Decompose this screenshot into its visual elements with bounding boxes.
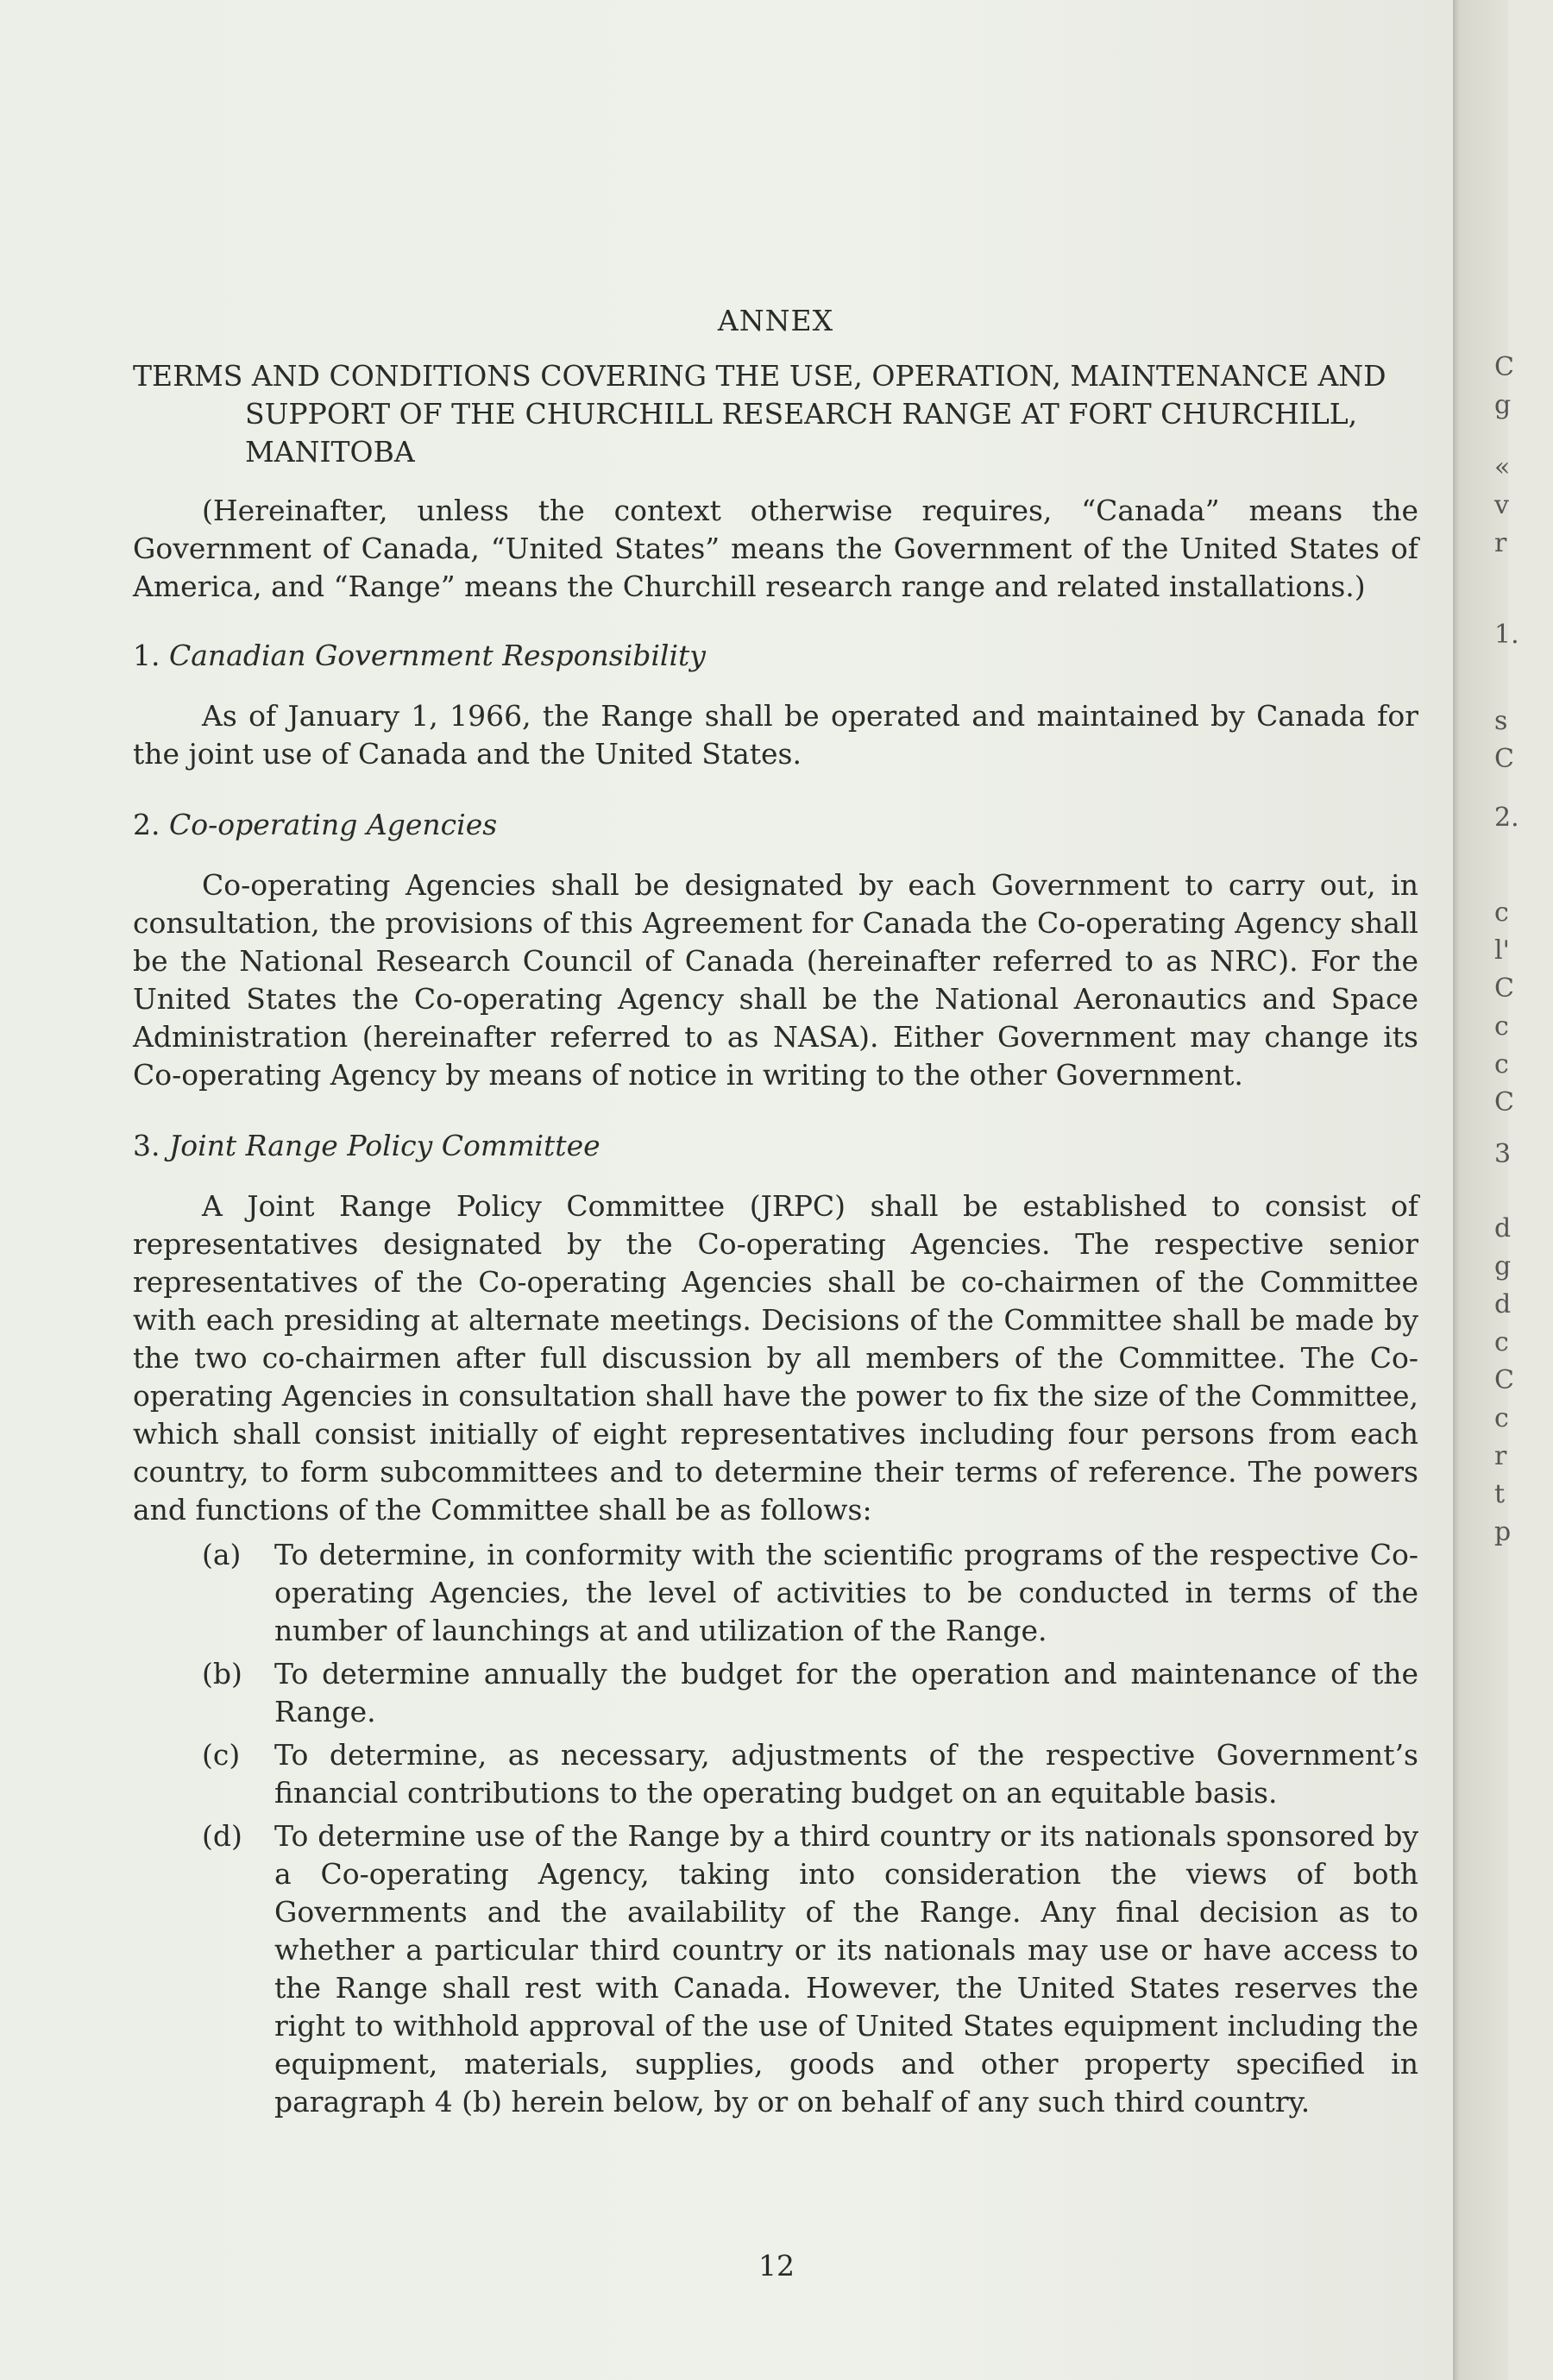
facing-page-char: C [1494,744,1514,774]
list-item-text: To determine use of the Range by a third country or its nationals sponsored by a Co-operating Agency, taking into consideration the views of both Governments and the availability of the Range. Any final decision as to whether a particular third country or its nationals may use or have access to the Range shall rest with Canada. However, the United States reserves the right to withhold approval of the use of United States equipment including the equipment, materials, supplies, goods and other property specified in paragraph 4 (b) herein below, by or on behalf of any such third country. [274,1819,1418,2119]
section-1-text: As of January 1, 1966, the Range shall be operated and maintained by Canada for the joint use of Canada and the United States. [133,699,1418,771]
list-item-label: (d) [202,1819,242,1853]
facing-page-char: c [1494,1327,1509,1357]
list-item-label: (b) [202,1657,242,1691]
document-heading: TERMS AND CONDITIONS COVERING THE USE, OPERATION, MAINTENANCE AND SUPPORT OF THE CHURCHILL RESEARCH RANGE AT FORT CHURCHILL, MANITOBA [133,359,1386,469]
list-item-label: (a) [202,1538,242,1571]
facing-page-char: 2. [1494,803,1519,833]
facing-page-char: p [1494,1517,1512,1547]
facing-page-char: c [1494,1403,1509,1433]
list-item [133,1536,1418,1650]
list-item-text: To determine, as necessary, adjustments of the respective Government’s financial contributions to the operating budget on an equitable basis. [274,1738,1418,1810]
section-title-text: Joint Range Policy Committee [169,1129,600,1162]
facing-page-char: d [1494,1289,1512,1319]
section-2-text: Co-operating Agencies shall be designated by each Government to carry out, in consultation, the provisions of this Agreement for Canada the Co-operating Agency shall be the National Research Council of Canada (hereinafter referred to as NRC). For the United States the Co-operating Agency shall be the National Aeronautics and Space Administration (hereinafter referred to as NASA). Either Government may change its Co-operating Agency by means of notice in writing to the other Government. [133,868,1418,1092]
facing-page-char: C [1494,973,1514,1004]
facing-page-char: c [1494,1011,1509,1042]
facing-page-char: c [1494,897,1509,928]
section-2-title [133,806,1418,844]
facing-page-char: C [1494,1087,1514,1118]
list-item-label: (c) [202,1738,241,1772]
facing-page-char: c [1494,1049,1509,1080]
list-item [133,1655,1418,1731]
facing-page-char: v [1494,490,1509,520]
facing-page-char: g [1494,1251,1512,1281]
list-item-text: To determine annually the budget for the operation and maintenance of the Range. [274,1657,1418,1728]
facing-page-char: « [1494,452,1511,482]
list-item [133,1736,1418,1812]
section-title-text: Co-operating Agencies [169,808,498,841]
section-number: 2. [133,808,160,841]
list-item-text: To determine, in conformity with the scientific programs of the respective Co-operating Agencies, the level of activities to be conducted in terms of the number of launchings at and utilization of the Range. [274,1538,1418,1647]
preamble: (Hereinafter, unless the context otherwise requires, “Canada” means the Government of Canada, “United States” means the Government of the United States of America, and “Range” means the Churchill research range and related installations.) [133,494,1418,603]
list-item [133,1817,1418,2121]
facing-page-char: C [1494,1365,1514,1395]
page-number: 12 [758,2249,795,2282]
annex-title: ANNEX [717,304,834,337]
document-body [133,302,1418,2126]
section-title-text: Canadian Government Responsibility [169,639,706,672]
facing-page-char: s [1494,706,1508,736]
facing-page-char: g [1494,390,1512,420]
section-number: 1. [133,639,160,672]
facing-page-char: l' [1494,935,1510,966]
facing-page-char: 1. [1494,620,1519,650]
facing-page-char: C [1494,352,1514,382]
facing-page-char: t [1494,1479,1506,1509]
committee-powers-list [133,1536,1418,2121]
facing-page-char: d [1494,1213,1512,1244]
facing-page-char: r [1494,1441,1507,1471]
facing-page-char: r [1494,528,1507,558]
section-3-text: A Joint Range Policy Committee (JRPC) shall be established to consist of representatives designated by the Co-operating Agencies. The respective senior representatives of the Co-operating Agencies shall be co-chairmen of the Committee with each presiding at alternate meetings. Decisions of the Committee shall be made by the two co-chairmen after full discussion by all members of the Committee. The Co-operating Agencies in consultation shall have the power to fix the size of the Committee, which shall consist initially of eight representatives including four persons from each country, to form subcommittees and to determine their terms of reference. The powers and functions of the Committee shall be as follows: [133,1189,1418,1527]
section-1-title [133,637,1418,675]
section-3-title [133,1127,1418,1165]
section-number: 3. [133,1129,160,1162]
facing-page-char: 3 [1494,1139,1512,1169]
